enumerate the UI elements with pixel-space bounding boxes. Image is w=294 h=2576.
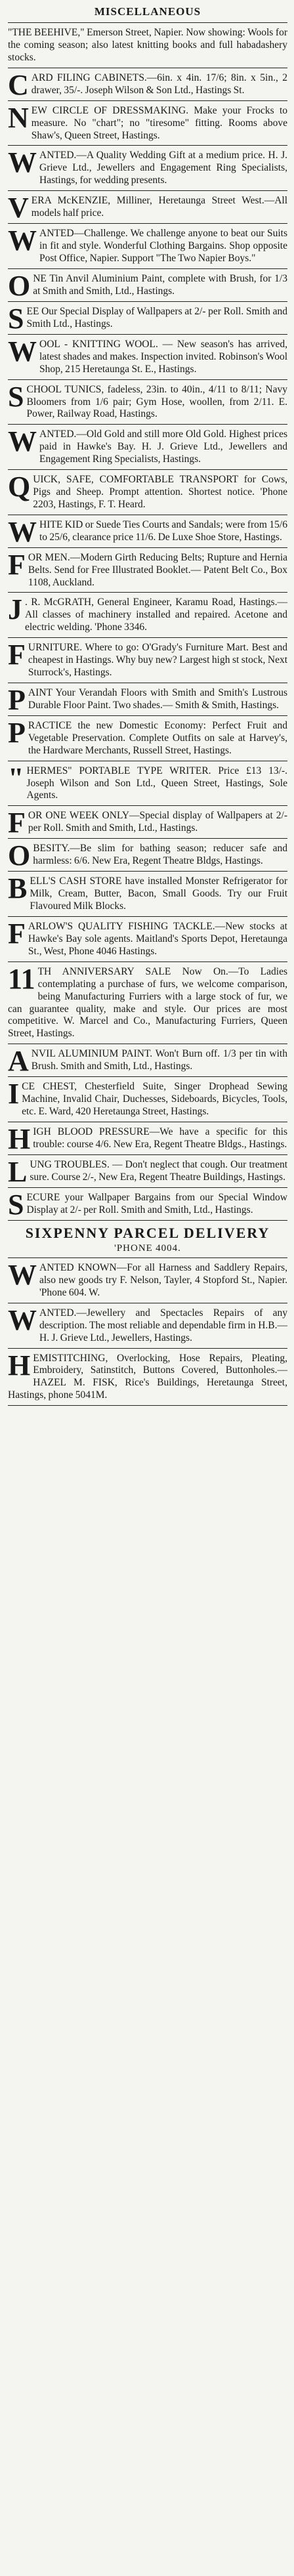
ad-initial-letter: S — [8, 380, 24, 413]
classified-ad — [8, 68, 287, 100]
ad-initial-letter: F — [8, 807, 26, 839]
parcel-delivery-phone: 'PHONE 4004. — [114, 1242, 181, 1254]
ad-text: ANTED KNOWN—For all Harness and Saddlery Repairs, also new goods try F. Nelson, Tayler, 4 Stopford St., Napier. 'Phone 604. W. — [39, 1262, 287, 1298]
ad-initial-letter: B — [8, 872, 28, 905]
ad-text: EMISTITCHING, Overlocking, Hose Repairs, Pleating, Embroidery, Satinstitch, Buttons Covered, Buttonholes.—HAZEL M. FISK, Rice's Buildings, Heretaunga Street, Hastings, phone 5041M. — [8, 1352, 287, 1401]
bottom-rule — [8, 1405, 287, 1406]
ads-list-top — [8, 22, 287, 1220]
parcel-delivery-ad — [8, 1220, 287, 1257]
ad-text: . R. McGRATH, General Engineer, Karamu Road, Hastings.—All classes of machinery installed and repaired. Acetone and electric welding. 'Phone 3346. — [25, 597, 287, 633]
ad-text: OOL - KNITTING WOOL. — New season's has arrived, latest shades and makes. Inspection invited. Robinson's Wool Shop, 215 Heretaunga St. E., Hastings. — [39, 338, 287, 375]
ad-initial-letter: N — [8, 101, 29, 134]
ad-text: URNITURE. Where to go: O'Grady's Furniture Mart. Best and cheapest in Hastings. Why buy new? Largest high st stock, Next Sturrock's, Hastings. — [28, 642, 287, 678]
classified-ad — [8, 1187, 287, 1220]
classified-ad — [8, 379, 287, 425]
ad-initial-letter: O — [8, 839, 31, 872]
ad-initial-letter: H — [8, 1122, 31, 1155]
ad-initial-letter: W — [8, 1259, 37, 1292]
classified-ad — [8, 190, 287, 223]
ad-text: UICK, SAFE, COMFORTABLE TRANSPORT for Cows, Pigs and Sheep. Prompt attention. Shortest notice. 'Phone 2203, Hastings, F. T. Heard. — [33, 474, 287, 510]
ad-text: ERA McKENZIE, Milliner, Heretaunga Street West.—All models half price. — [31, 195, 287, 219]
ad-initial-letter: " — [8, 761, 24, 794]
classified-ad — [8, 1257, 287, 1303]
ad-initial-letter: V — [8, 192, 29, 224]
ad-text: HERMES" PORTABLE TYPE WRITER. Price £13 13/-. Joseph Wilson and Son Ltd., Queen Street, Hastings, Sole Agents. — [26, 765, 287, 801]
ad-text: OR ONE WEEK ONLY—Special display of Wallpapers at 2/- per Roll. Smith and Smith, Ltd., Hastings. — [28, 810, 287, 834]
classified-ad — [8, 1122, 287, 1154]
ad-initial-letter: W — [8, 224, 37, 257]
ad-text: ANTED—Challenge. We challenge anyone to beat our Suits in fit and style. Wonderful Clothing Bargains. Shop opposite Post Office, Napier. Support "The Two Napier Boys." — [39, 228, 287, 264]
ad-initial-letter: W — [8, 515, 37, 548]
ad-initial-letter: F — [8, 548, 26, 581]
classified-ad — [8, 838, 287, 871]
ad-text: ARD FILING CABINETS.—6in. x 4in. 17/6; 8in. x 5in., 2 drawer, 35/-. Joseph Wilson & Son Ltd., Hastings St. — [31, 72, 287, 96]
classified-ad — [8, 268, 287, 301]
ad-initial-letter: A — [8, 1045, 29, 1078]
ad-initial-letter: C — [8, 68, 29, 101]
ad-text: ANTED.—Old Gold and still more Old Gold. Highest prices paid in Hawke's Bay. H. J. Grieve Ltd., Jewellers and Engagement Ring Specialists, Hastings. — [39, 429, 287, 465]
ad-initial-letter: S — [8, 1188, 24, 1221]
classified-ad — [8, 1076, 287, 1122]
ad-initial-letter: H — [8, 1349, 31, 1382]
ad-text: ECURE your Wallpaper Bargains from our Special Window Display at 2/- per Roll. Smith and Smith, Ltd., Hastings. — [26, 1191, 287, 1215]
ad-text: ANTED.—A Quality Wedding Gift at a medium price. H. J. Grieve Ltd., Jewellers and Engagement Ring Specialists, Hastings, for wedding presents. — [39, 150, 287, 186]
column-title: MISCELLANEOUS — [94, 5, 201, 18]
classified-ad — [8, 761, 287, 806]
classified-ad — [8, 637, 287, 683]
classified-ad — [8, 334, 287, 379]
classified-ad — [8, 871, 287, 916]
ad-initial-letter: F — [8, 918, 26, 950]
classified-ad — [8, 1044, 287, 1076]
ad-initial-letter: W — [8, 1303, 37, 1336]
classified-ad — [8, 916, 287, 961]
ad-text: EE Our Special Display of Wallpapers at 2/- per Roll. Smith and Smith Ltd., Hastings. — [26, 305, 287, 329]
ad-text: ANTED.—Jewellery and Spectacles Repairs of any description. The most reliable and dependable firm in H.B.—H. J. Grieve Ltd., Jewellers, Hastings. — [39, 1307, 287, 1343]
ad-text: TH ANNIVERSARY SALE Now On.—To Ladies contemplating a purchase of furs, we welcome comparison, being Manufacturing Furriers with a large stock of fur, we can guarantee quality, make and style. Our prices are most competitive. W. Marcel and Co., Manufacturing Furriers, Queen Street, Hastings. — [8, 965, 287, 1040]
ad-initial-letter: O — [8, 269, 31, 302]
classified-ad — [8, 1303, 287, 1348]
classified-ad — [8, 100, 287, 146]
ad-initial-letter: 11 — [8, 962, 35, 995]
classified-ad — [8, 301, 287, 334]
ad-initial-letter: Q — [8, 471, 31, 503]
ad-text: HITE KID or Suede Ties Courts and Sandals; were from 15/6 to 25/6, clearance price 11/6. De Luxe Shoe Store, Hastings. — [39, 518, 287, 543]
ad-text: OR MEN.—Modern Girth Reducing Belts; Rupture and Hernia Belts. Send for Free Illustrated Booklet.— Patent Belt Co., Box 1108, Auckland. — [28, 551, 287, 588]
ad-initial-letter: I — [8, 1078, 20, 1110]
ad-initial-letter: F — [8, 639, 26, 671]
classified-ad — [8, 515, 287, 547]
classified-ad — [8, 223, 287, 268]
ad-text: "THE BEEHIVE," Emerson Street, Napier. Now showing: Wools for the coming season; also latest knitting books and full habadashery stocks. — [8, 27, 287, 63]
ad-text: ARLOW'S QUALITY FISHING TACKLE.—New stocks at Hawke's Bay sole agents. Maitland's Sports Depot, Heretaunga St., West, Phone 4046 Hastings. — [28, 921, 287, 957]
classified-ad — [8, 424, 287, 469]
classified-ad — [8, 547, 287, 593]
ad-text: ELL'S CASH STORE have installed Monster Refrigerator for Milk, Cream, Butter, Bacon, Small Goods. Try our Fruit Flavoured Milk Blocks. — [30, 876, 287, 912]
ad-text: CHOOL TUNICS, fadeless, 23in. to 40in., 4/11 to 8/11; Navy Bloomers from 1/6 pair; Gym Hose, woollen, from 2/11. E. Power, Railway Road, Hastings. — [26, 383, 287, 420]
ad-initial-letter: W — [8, 146, 37, 179]
ad-initial-letter: P — [8, 683, 26, 716]
ad-text: BESITY.—Be slim for bathing season; reducer safe and harmless: 6/6. New Era, Regent Theatre Bldgs, Hastings. — [33, 843, 287, 867]
classified-ad — [8, 592, 287, 637]
ad-text: RACTICE the new Domestic Economy: Perfect Fruit and Vegetable Preservation. Complete Outfits on sale at Harvey's, the Hardware Merchants, Russell Street, Hastings. — [28, 719, 287, 756]
classified-ad — [8, 1348, 287, 1406]
ad-text: EW CIRCLE OF DRESSMAKING. Make your Frocks to measure. No "chart"; no "tiresome" fitting. Rooms above Shaw's, Queen Street, Hastings. — [31, 104, 287, 141]
ad-text: CE CHEST, Chesterfield Suite, Singer Drophead Sewing Machine, Invalid Chair, Duchesses, Sideboards, Bicycles, Tools, etc. E. Ward, 420 Heretaunga Street, Hastings. — [22, 1081, 287, 1118]
ad-initial-letter: S — [8, 302, 24, 335]
ad-text: IGH BLOOD PRESSURE—We have a specific for this trouble: course 4/6. New Era, Regent Theatre Bldgs., Hastings. — [33, 1126, 287, 1150]
ad-initial-letter: W — [8, 335, 37, 368]
ad-text: NVIL ALUMINIUM PAINT. Won't Burn off. 1/3 per tin with Brush. Smith and Smith, Ltd., Hastings. — [31, 1048, 287, 1072]
ad-text: NE Tin Anvil Aluminium Paint, complete with Brush, for 1/3 at Smith and Smith, Ltd., Hastings. — [33, 272, 287, 297]
parcel-delivery-heading: SIXPENNY PARCEL DELIVERY — [25, 1224, 270, 1241]
ad-initial-letter: J — [8, 593, 22, 626]
ads-list-bottom — [8, 1257, 287, 1405]
ad-text: AINT Your Verandah Floors with Smith and Smith's Lustrous Durable Floor Paint. Two shades.— Smith & Smith, Hastings. — [28, 686, 287, 711]
ad-initial-letter: P — [8, 716, 26, 749]
classified-ad — [8, 145, 287, 190]
ad-initial-letter: L — [8, 1155, 28, 1188]
classified-ad — [8, 715, 287, 761]
classified-ad — [8, 805, 287, 838]
classified-ad — [8, 22, 287, 68]
ad-text: UNG TROUBLES. — Don't neglect that cough. Our treatment sure. Course 2/-, New Era, Regent Theatre Buildings, Hastings. — [30, 1158, 287, 1183]
classified-ad — [8, 1154, 287, 1187]
classified-ad — [8, 961, 287, 1044]
ad-initial-letter: W — [8, 425, 37, 458]
classified-ad — [8, 683, 287, 715]
classified-ad — [8, 469, 287, 515]
